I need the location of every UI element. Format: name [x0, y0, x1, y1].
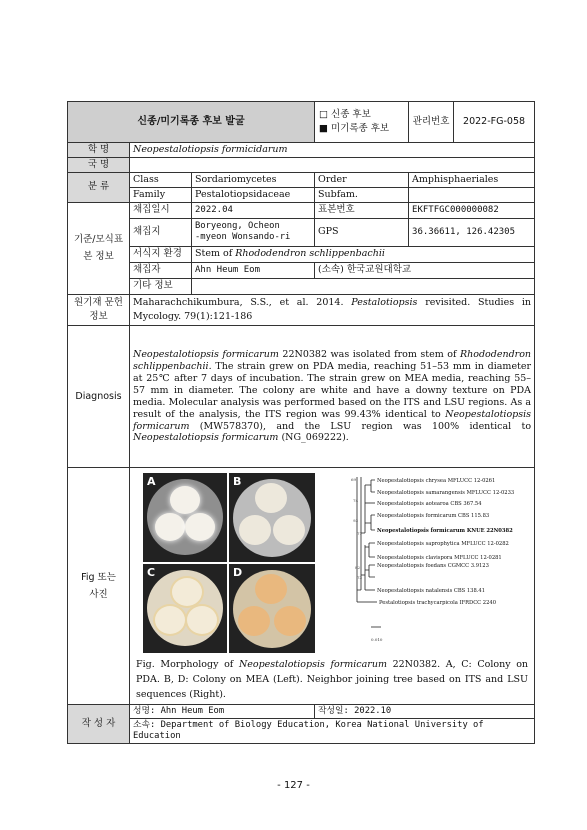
panel-label-b: B	[233, 475, 242, 489]
phylogenetic-tree	[351, 475, 541, 645]
order-label: Order	[315, 172, 409, 187]
tree-taxon-4: Neopestalotiopsis formicarum KNUE 22N0382	[377, 528, 513, 535]
caption-text-2: 22N0382. A, C: Colony on PDA. B, D: Colony on MEA (Left). Neighbor joining tree based on ITS and LSU sequences (Right).	[136, 659, 529, 700]
family-label: Family	[130, 187, 192, 202]
sheet-title: 신종/미기록종 후보 발굴	[68, 102, 315, 143]
class-value: Sordariomycetes	[192, 172, 315, 187]
page-number: - 127 -	[277, 780, 310, 791]
figure-label	[68, 468, 130, 705]
reference-authors: Maharachchikumbura, S.S., et al. 2014.	[133, 296, 352, 308]
collection-site-label: 채집지	[130, 218, 192, 246]
scientific-name: Neopestalotiopsis formicidarum	[130, 143, 535, 158]
other-info-label: 기타 정보	[130, 278, 192, 294]
habitat-value	[192, 246, 535, 262]
subfamily-label: Subfam.	[315, 187, 409, 202]
tree-taxon-5: Neopestalotiopsis saprophytica MFLUCC 12-0282	[377, 541, 509, 548]
candidate-type	[315, 102, 409, 143]
tree-taxon-7: Neopestalotiopsis foedans CGMCC 3.9123	[377, 563, 489, 570]
tree-taxon-1: Neopestalotiopsis samarangensis MFLUCC 12-0233	[377, 490, 515, 497]
caption-text-1: Fig. Morphology of	[136, 659, 239, 671]
figure-cell	[130, 468, 535, 705]
photo-panel-a	[143, 473, 227, 562]
habitat-species: Rhododendron schlippenbachii	[235, 248, 385, 260]
panel-label-d: D	[233, 566, 243, 580]
specimen-label-line-1: 기준/모식표	[73, 234, 124, 246]
photo-panel-d	[229, 564, 315, 653]
diag-text-1: 22N0382 was isolated from stem of	[278, 349, 460, 361]
management-label: 관리번호	[409, 102, 454, 142]
reference-text	[130, 294, 535, 326]
unrecorded-species-checkbox: ■ 미기록종 후보	[319, 123, 390, 134]
caption-species: Neopestalotiopsis formicarum	[238, 659, 387, 671]
collector-affiliation: (소속) 한국교원대학교	[315, 262, 535, 278]
specimen-number-label: 표본번호	[315, 202, 409, 218]
scale-bar-label: 0.010	[371, 637, 383, 643]
collection-site	[192, 218, 315, 246]
record-table	[67, 101, 535, 744]
collection-date: 2022.04	[192, 202, 315, 218]
panel-label-c: C	[147, 566, 156, 580]
collection-site-line-1: Boryeong, Ocheon	[195, 221, 280, 232]
class-label: Class	[130, 172, 192, 187]
bootstrap-0: 69	[351, 477, 357, 483]
tree-taxon-9: Pestalotiopsis trachycarpicola IFRDCC 2240	[379, 600, 496, 607]
diag-text-2: . The strain grew on PDA media, reaching 51–53 mm in diameter at 25℃ after 7 days of incubation. The strain grew on MEA media, reaching 55–57 mm in diameter. The colony are white and have a downy texture on PDA media. Molecular analysis was performed based on the ITS and LSU regions. As a result of the analysis, the ITS region was 99.43% identical to	[133, 361, 532, 420]
diag-text-4: (NG_069222).	[278, 432, 349, 444]
korean-name	[130, 157, 535, 172]
subfamily-value	[409, 187, 535, 202]
order-value: Amphisphaeriales	[409, 172, 535, 187]
figure-area	[133, 471, 531, 656]
gps-label: GPS	[315, 218, 409, 246]
reference-label	[68, 294, 130, 326]
panel-label-a: A	[147, 475, 156, 489]
habitat-prefix: Stem of	[195, 248, 233, 260]
management-cell	[409, 102, 535, 143]
reference-journal: revisited. Studies in Mycology. 79(1):121-186	[133, 296, 532, 322]
reference-label-line-1: 원기재 문헌	[74, 296, 123, 308]
photo-panel-b	[229, 473, 315, 562]
author-label: 작 성 자	[68, 705, 130, 744]
management-number: 2022-FG-058	[463, 116, 526, 128]
tree-taxon-2: Neopestalotiopsis aotearoa CBS 367.54	[377, 501, 482, 508]
other-info	[192, 278, 535, 294]
bootstrap-3: 71	[357, 531, 363, 537]
collector-label: 채집자	[130, 262, 192, 278]
bootstrap-1: 74	[353, 498, 359, 504]
bootstrap-2: 93	[353, 518, 359, 524]
scientific-name-label: 학 명	[68, 143, 130, 158]
reference-genus: Pestalotiopsis	[351, 296, 418, 308]
diag-species-1: Neopestalotiopsis formicarum	[133, 349, 279, 361]
specimen-number: EKFTFGC000000082	[409, 202, 535, 218]
bootstrap-4: 82	[355, 565, 361, 571]
reference-label-line-2: 정보	[89, 311, 108, 322]
tree-taxon-8: Neopestalotiopsis natalensis CBS 138.41	[377, 588, 486, 595]
korean-name-label: 국 명	[68, 157, 130, 172]
tree-taxon-6: Neopestalotiopsis clavispora MFLUCC 12-0281	[377, 555, 502, 562]
habitat-label: 서식지 환경	[130, 246, 192, 262]
diag-text-3: (MW578370), and the LSU region was 100% identical to	[189, 420, 532, 432]
figure-label-line-1: Fig 또는	[81, 572, 116, 584]
new-species-checkbox: □ 신종 후보	[319, 108, 371, 120]
author-date: 작성일: 2022.10	[315, 705, 535, 719]
photo-panel-c	[143, 564, 227, 653]
tree-taxon-0: Neopestalotiopsis chrysea MFLUCC 12-0261	[377, 478, 496, 485]
figure-label-line-2: 사진	[89, 589, 108, 601]
author-name: 성명: Ahn Heum Eom	[130, 705, 315, 719]
diag-species-3: Neopestalotiopsis formicarum	[133, 432, 279, 444]
family-value: Pestalotiopsidaceae	[192, 187, 315, 202]
classification-label: 분 류	[68, 172, 130, 202]
tree-taxon-3: Neopestalotiopsis formicarum CBS 115.83	[377, 513, 490, 520]
collection-site-line-2: -myeon Wonsando-ri	[195, 232, 291, 243]
gps-value: 36.36611, 126.42305	[409, 218, 535, 246]
specimen-label-line-2: 본 정보	[83, 251, 114, 263]
collector-name: Ahn Heum Eom	[192, 262, 315, 278]
specimen-section-label	[68, 202, 130, 294]
diag-species-2: Neopestalotiopsis formicarum	[133, 408, 532, 432]
figure-caption	[133, 656, 531, 702]
author-affiliation: 소속: Department of Biology Education, Korea National University of Education	[130, 719, 535, 744]
diagnosis-label: Diagnosis	[68, 326, 130, 468]
bootstrap-5: 73	[357, 575, 363, 581]
collection-date-label: 채집일시	[130, 202, 192, 218]
diag-host: Rhododendron schlippenbachii	[133, 349, 532, 373]
diagnosis-text	[130, 326, 535, 468]
